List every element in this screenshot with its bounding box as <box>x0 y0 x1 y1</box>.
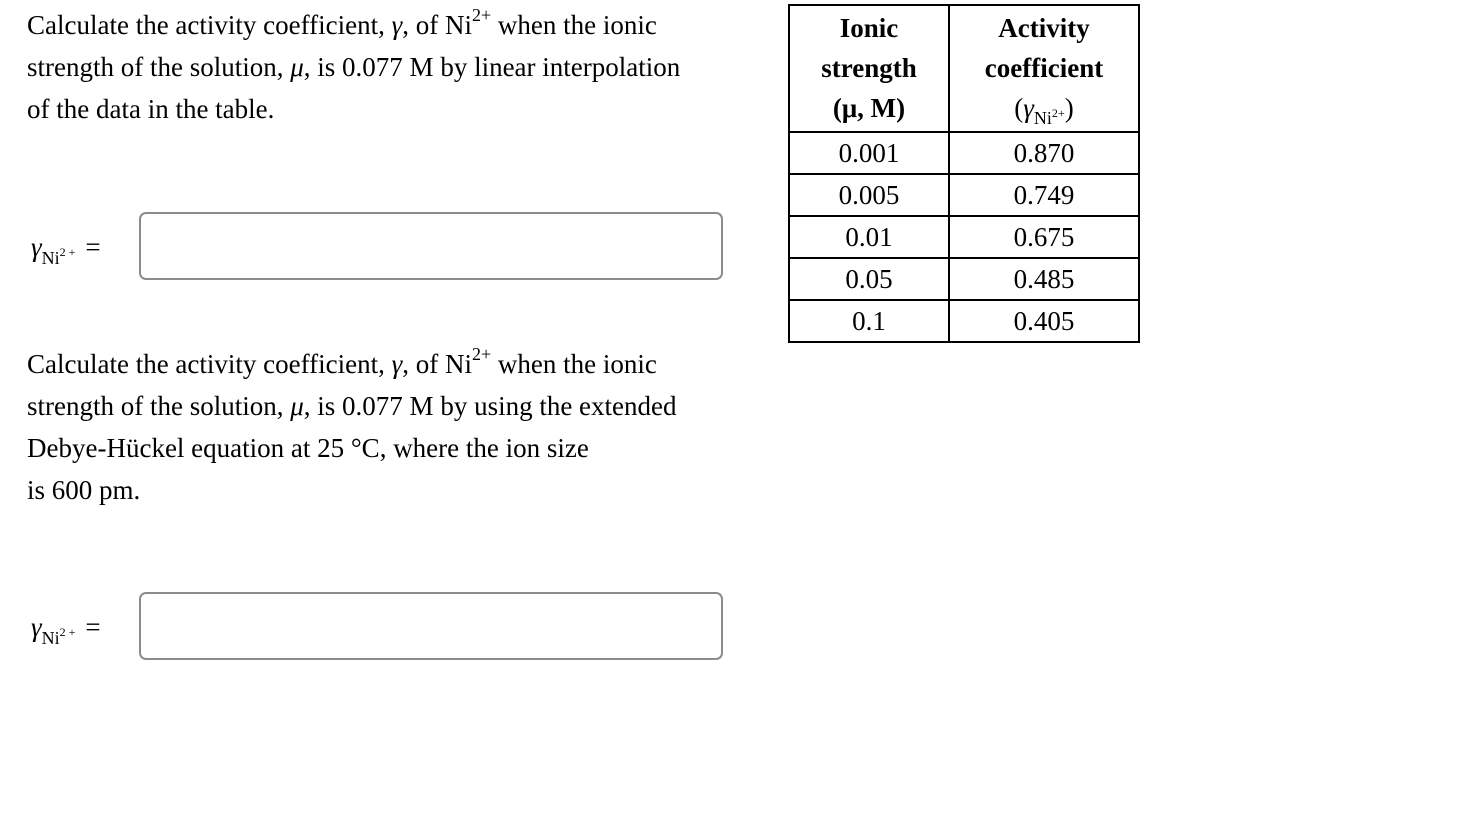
question-1-text-part: , is 0.077 M by linear interpolation <box>303 52 681 82</box>
header-activity-line: coefficient <box>984 53 1104 83</box>
header-ionic-strength-line: strength <box>821 53 917 83</box>
gamma-symbol: γ <box>31 612 42 642</box>
table-row <box>789 132 1139 174</box>
cell-ionic-strength: 0.01 <box>789 216 949 258</box>
question-2-line-3: Debye-Hückel equation at 25 °C, where the ion size <box>27 433 589 463</box>
activity-coefficient-table <box>788 4 1140 343</box>
cell-activity-coefficient: 0.405 <box>949 300 1139 342</box>
open-paren: ( <box>1014 93 1024 123</box>
cell-activity-coefficient: 0.749 <box>949 174 1139 216</box>
question-1-line-1 <box>27 4 747 46</box>
gamma-symbol: γ <box>31 232 42 262</box>
ion-subscript <box>41 245 76 268</box>
gamma-symbol: γ <box>391 10 403 40</box>
table-row <box>789 174 1139 216</box>
table-header-row <box>789 5 1139 132</box>
ion-charge: 2+ <box>471 5 492 25</box>
ion-subscript-charge: 2+ <box>1051 106 1065 120</box>
mu-symbol: μ <box>290 391 304 421</box>
question-1-line-3: of the data in the table. <box>27 94 275 124</box>
ion-subscript-text: Ni <box>41 628 60 648</box>
cell-activity-coefficient: 0.675 <box>949 216 1139 258</box>
cell-ionic-strength: 0.005 <box>789 174 949 216</box>
header-activity-line: Activity <box>998 13 1090 43</box>
close-paren: ) <box>1064 93 1074 123</box>
question-1-text-part: strength of the solution, <box>27 52 291 82</box>
ion-charge: 2+ <box>471 344 492 364</box>
question-2-text <box>27 343 747 511</box>
cell-ionic-strength: 0.001 <box>789 132 949 174</box>
header-ionic-strength-line: (μ, M) <box>832 93 906 123</box>
header-activity-symbol <box>950 88 1138 131</box>
question-2-text-part: when the ionic <box>491 349 657 379</box>
ion-subscript-charge: 2 + <box>59 245 76 259</box>
table-row <box>789 258 1139 300</box>
gamma-symbol: γ <box>391 349 403 379</box>
question-1-text-part: when the ionic <box>491 10 657 40</box>
cell-ionic-strength: 0.1 <box>789 300 949 342</box>
question-2-line-4: is 600 pm. <box>27 475 141 505</box>
gamma-symbol: γ <box>1023 93 1034 123</box>
mu-symbol: μ <box>290 52 304 82</box>
equals-sign: = <box>85 232 101 262</box>
question-2-line-1 <box>27 343 747 385</box>
ion-subscript <box>41 625 76 648</box>
ion-subscript-text: Ni <box>41 248 60 268</box>
header-ionic-strength <box>789 5 949 132</box>
cell-ionic-strength: 0.05 <box>789 258 949 300</box>
question-2-text-part: , is 0.077 M by using the extended <box>303 391 677 421</box>
answer-2-input[interactable] <box>139 592 723 660</box>
question-1-text-part: , of Ni <box>402 10 472 40</box>
question-1-text <box>27 4 747 130</box>
answer-1-label <box>31 232 101 268</box>
ion-subscript-charge: 2 + <box>59 625 76 639</box>
cell-activity-coefficient: 0.870 <box>949 132 1139 174</box>
header-ionic-strength-line: Ionic <box>839 13 899 43</box>
table-row <box>789 216 1139 258</box>
ion-subscript-text: Ni <box>1033 108 1052 128</box>
question-2-line-2 <box>27 385 747 427</box>
answer-1-input[interactable] <box>139 212 723 280</box>
header-activity-coefficient <box>949 5 1139 132</box>
question-1-line-2 <box>27 46 747 88</box>
equals-sign: = <box>85 612 101 642</box>
question-2-text-part: Calculate the activity coefficient, <box>27 349 392 379</box>
question-1-text-part: Calculate the activity coefficient, <box>27 10 392 40</box>
table-row <box>789 300 1139 342</box>
answer-2-label <box>31 612 101 648</box>
question-2-text-part: , of Ni <box>402 349 472 379</box>
question-2-text-part: strength of the solution, <box>27 391 291 421</box>
cell-activity-coefficient: 0.485 <box>949 258 1139 300</box>
ion-subscript <box>1034 108 1065 128</box>
